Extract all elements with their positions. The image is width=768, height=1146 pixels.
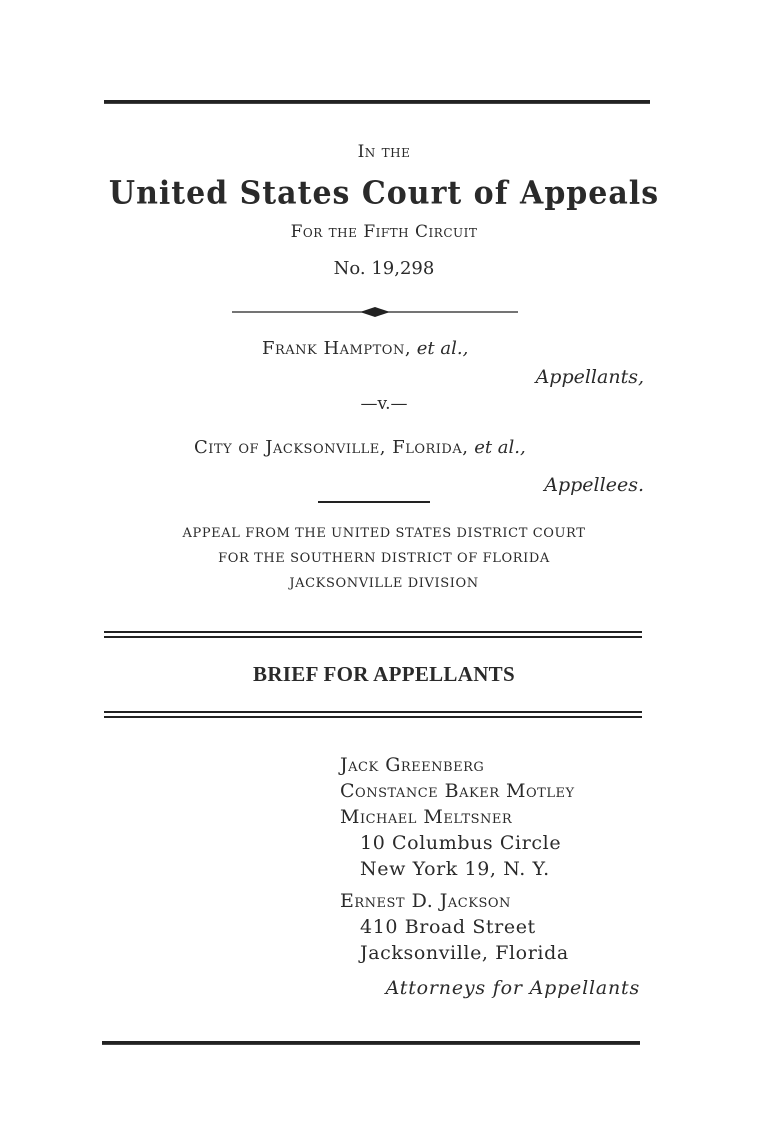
rule-above-title [104,631,642,638]
brief-title: BRIEF FOR APPELLANTS [253,662,515,686]
diamond-rule [232,304,518,320]
short-rule [318,501,430,503]
attorney-name-3: Michael Meltsner [340,806,513,828]
appellants-role: Appellants, [535,366,644,388]
appellant-name [262,338,468,359]
address-line-4: Jacksonville, Florida [360,942,569,964]
in-the-heading: In the [357,142,411,162]
court-name: United States Court of Appeals [108,175,660,212]
top-rule [104,100,650,104]
address-line-3: 410 Broad Street [360,916,536,938]
address-line-1: 10 Columbus Circle [360,832,562,854]
bottom-rule [102,1041,640,1045]
appellee-party: City of Jacksonville, Florida, [194,437,469,458]
appellant-party: Frank Hampton, [262,338,412,359]
attorney-name-4: Ernest D. Jackson [340,890,511,912]
attorneys-for-appellants: Attorneys for Appellants [385,977,640,999]
attorney-block-1 [340,752,575,882]
appeal-line-2: FOR THE SOUTHERN DISTRICT OF FLORIDA [218,551,550,566]
case-number: No. 19,298 [333,258,435,279]
appeal-line-3: JACKSONVILLE DIVISION [289,576,479,591]
appeal-line-1: APPEAL FROM THE UNITED STATES DISTRICT COURT [182,526,586,541]
attorney-block-2 [340,888,569,966]
attorney-name-1: Jack Greenberg [340,754,485,776]
appellant-etal: et al., [416,338,469,359]
attorney-name-2: Constance Baker Motley [340,780,575,802]
versus: —v.— [360,394,408,414]
rule-below-title [104,711,642,718]
address-line-2: New York 19, N. Y. [360,858,550,880]
appellee-name [194,437,526,458]
appellees-role: Appellees. [544,474,644,496]
appellee-etal: et al., [474,437,526,458]
circuit-line: For the Fifth Circuit [290,222,478,242]
